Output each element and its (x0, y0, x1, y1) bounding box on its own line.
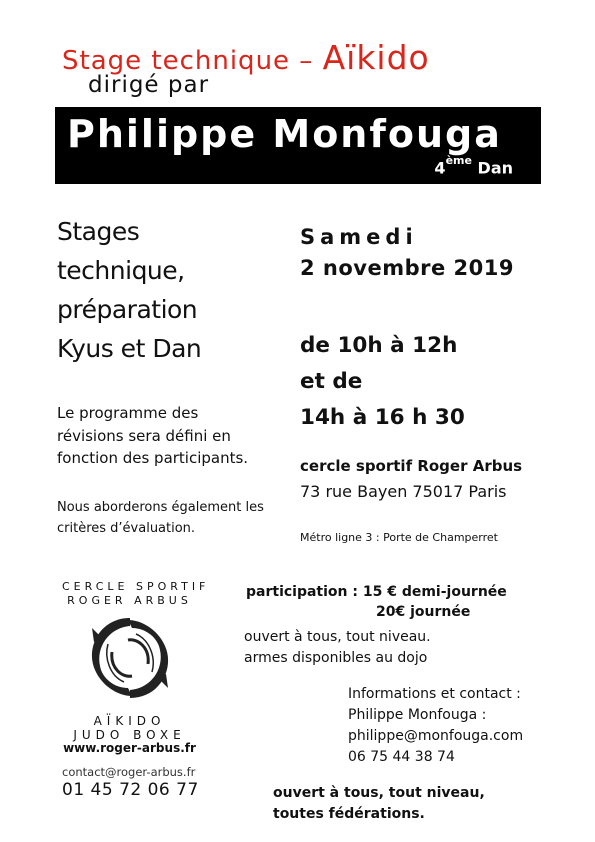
program-line: fonction des participants. (57, 449, 249, 467)
contact-phone: 06 75 44 38 74 (348, 749, 455, 765)
event-date: 2 novembre 2019 (300, 256, 515, 280)
event-subtitle: dirigé par (88, 72, 210, 98)
note-line: Nous aborderons également les (57, 500, 264, 515)
event-title-prefix: Stage technique – (62, 46, 323, 76)
rank-suffix: ème (445, 154, 472, 167)
logo-line: CERCLE SPORTIF (62, 580, 210, 593)
event-times (300, 328, 465, 436)
event-title-discipline: Aïkido (322, 38, 430, 77)
open-line: armes disponibles au dojo (244, 650, 428, 666)
event-day: Samedi (300, 225, 418, 249)
logo-line: ROGER ARBUS (67, 594, 192, 607)
footer-line: ouvert à tous, tout niveau, (273, 785, 485, 801)
contact-heading: Informations et contact : (348, 686, 521, 702)
evaluation-note (57, 497, 264, 539)
club-logo-top-text (62, 580, 210, 608)
instructor-rank (434, 154, 513, 178)
club-website-link[interactable]: www.roger-arbus.fr (63, 741, 196, 755)
instructor-name: Philippe Monfouga (67, 112, 502, 156)
contact-email-link[interactable]: philippe@monfouga.com (348, 728, 524, 744)
time-line: et de (300, 369, 363, 394)
metro-info: Métro ligne 3 : Porte de Champerret (300, 531, 498, 544)
program-text (57, 402, 248, 470)
contact-info (348, 684, 523, 768)
stage-heading-line: Stages (57, 217, 140, 246)
open-info (244, 627, 431, 669)
logo-line: JUDO BOXE (73, 728, 186, 742)
logo-line: AÏKIDO (93, 714, 166, 728)
stage-heading (57, 212, 201, 368)
open-line: ouvert à tous, tout niveau. (244, 629, 431, 645)
stage-heading-line: préparation (57, 295, 198, 324)
footer-note (273, 783, 485, 825)
program-line: révisions sera défini en (57, 426, 231, 445)
venue-name: cercle sportif Roger Arbus (300, 457, 523, 475)
club-logo-bottom-text (62, 714, 197, 742)
rank-number: 4 (434, 158, 446, 178)
program-line: Le programme des (57, 404, 199, 422)
time-line: 14h à 16 h 30 (300, 405, 465, 430)
contact-name: Philippe Monfouga : (348, 707, 487, 723)
footer-line: toutes fédérations. (273, 806, 425, 822)
venue-address: 73 rue Bayen 75017 Paris (300, 482, 507, 501)
stage-heading-line: technique, (57, 256, 185, 285)
time-line: de 10h à 12h (300, 333, 458, 358)
fee-full-day: 20€ journée (376, 604, 471, 620)
club-logo-emblem-icon (80, 608, 180, 708)
fee-half-day: participation : 15 € demi-journée (246, 584, 507, 600)
note-line: critères d’évaluation. (57, 521, 196, 536)
club-phone: 01 45 72 06 77 (62, 780, 199, 800)
rank-word: Dan (477, 158, 513, 178)
club-email-link[interactable]: contact@roger-arbus.fr (62, 765, 196, 779)
stage-heading-line: Kyus et Dan (57, 334, 202, 363)
